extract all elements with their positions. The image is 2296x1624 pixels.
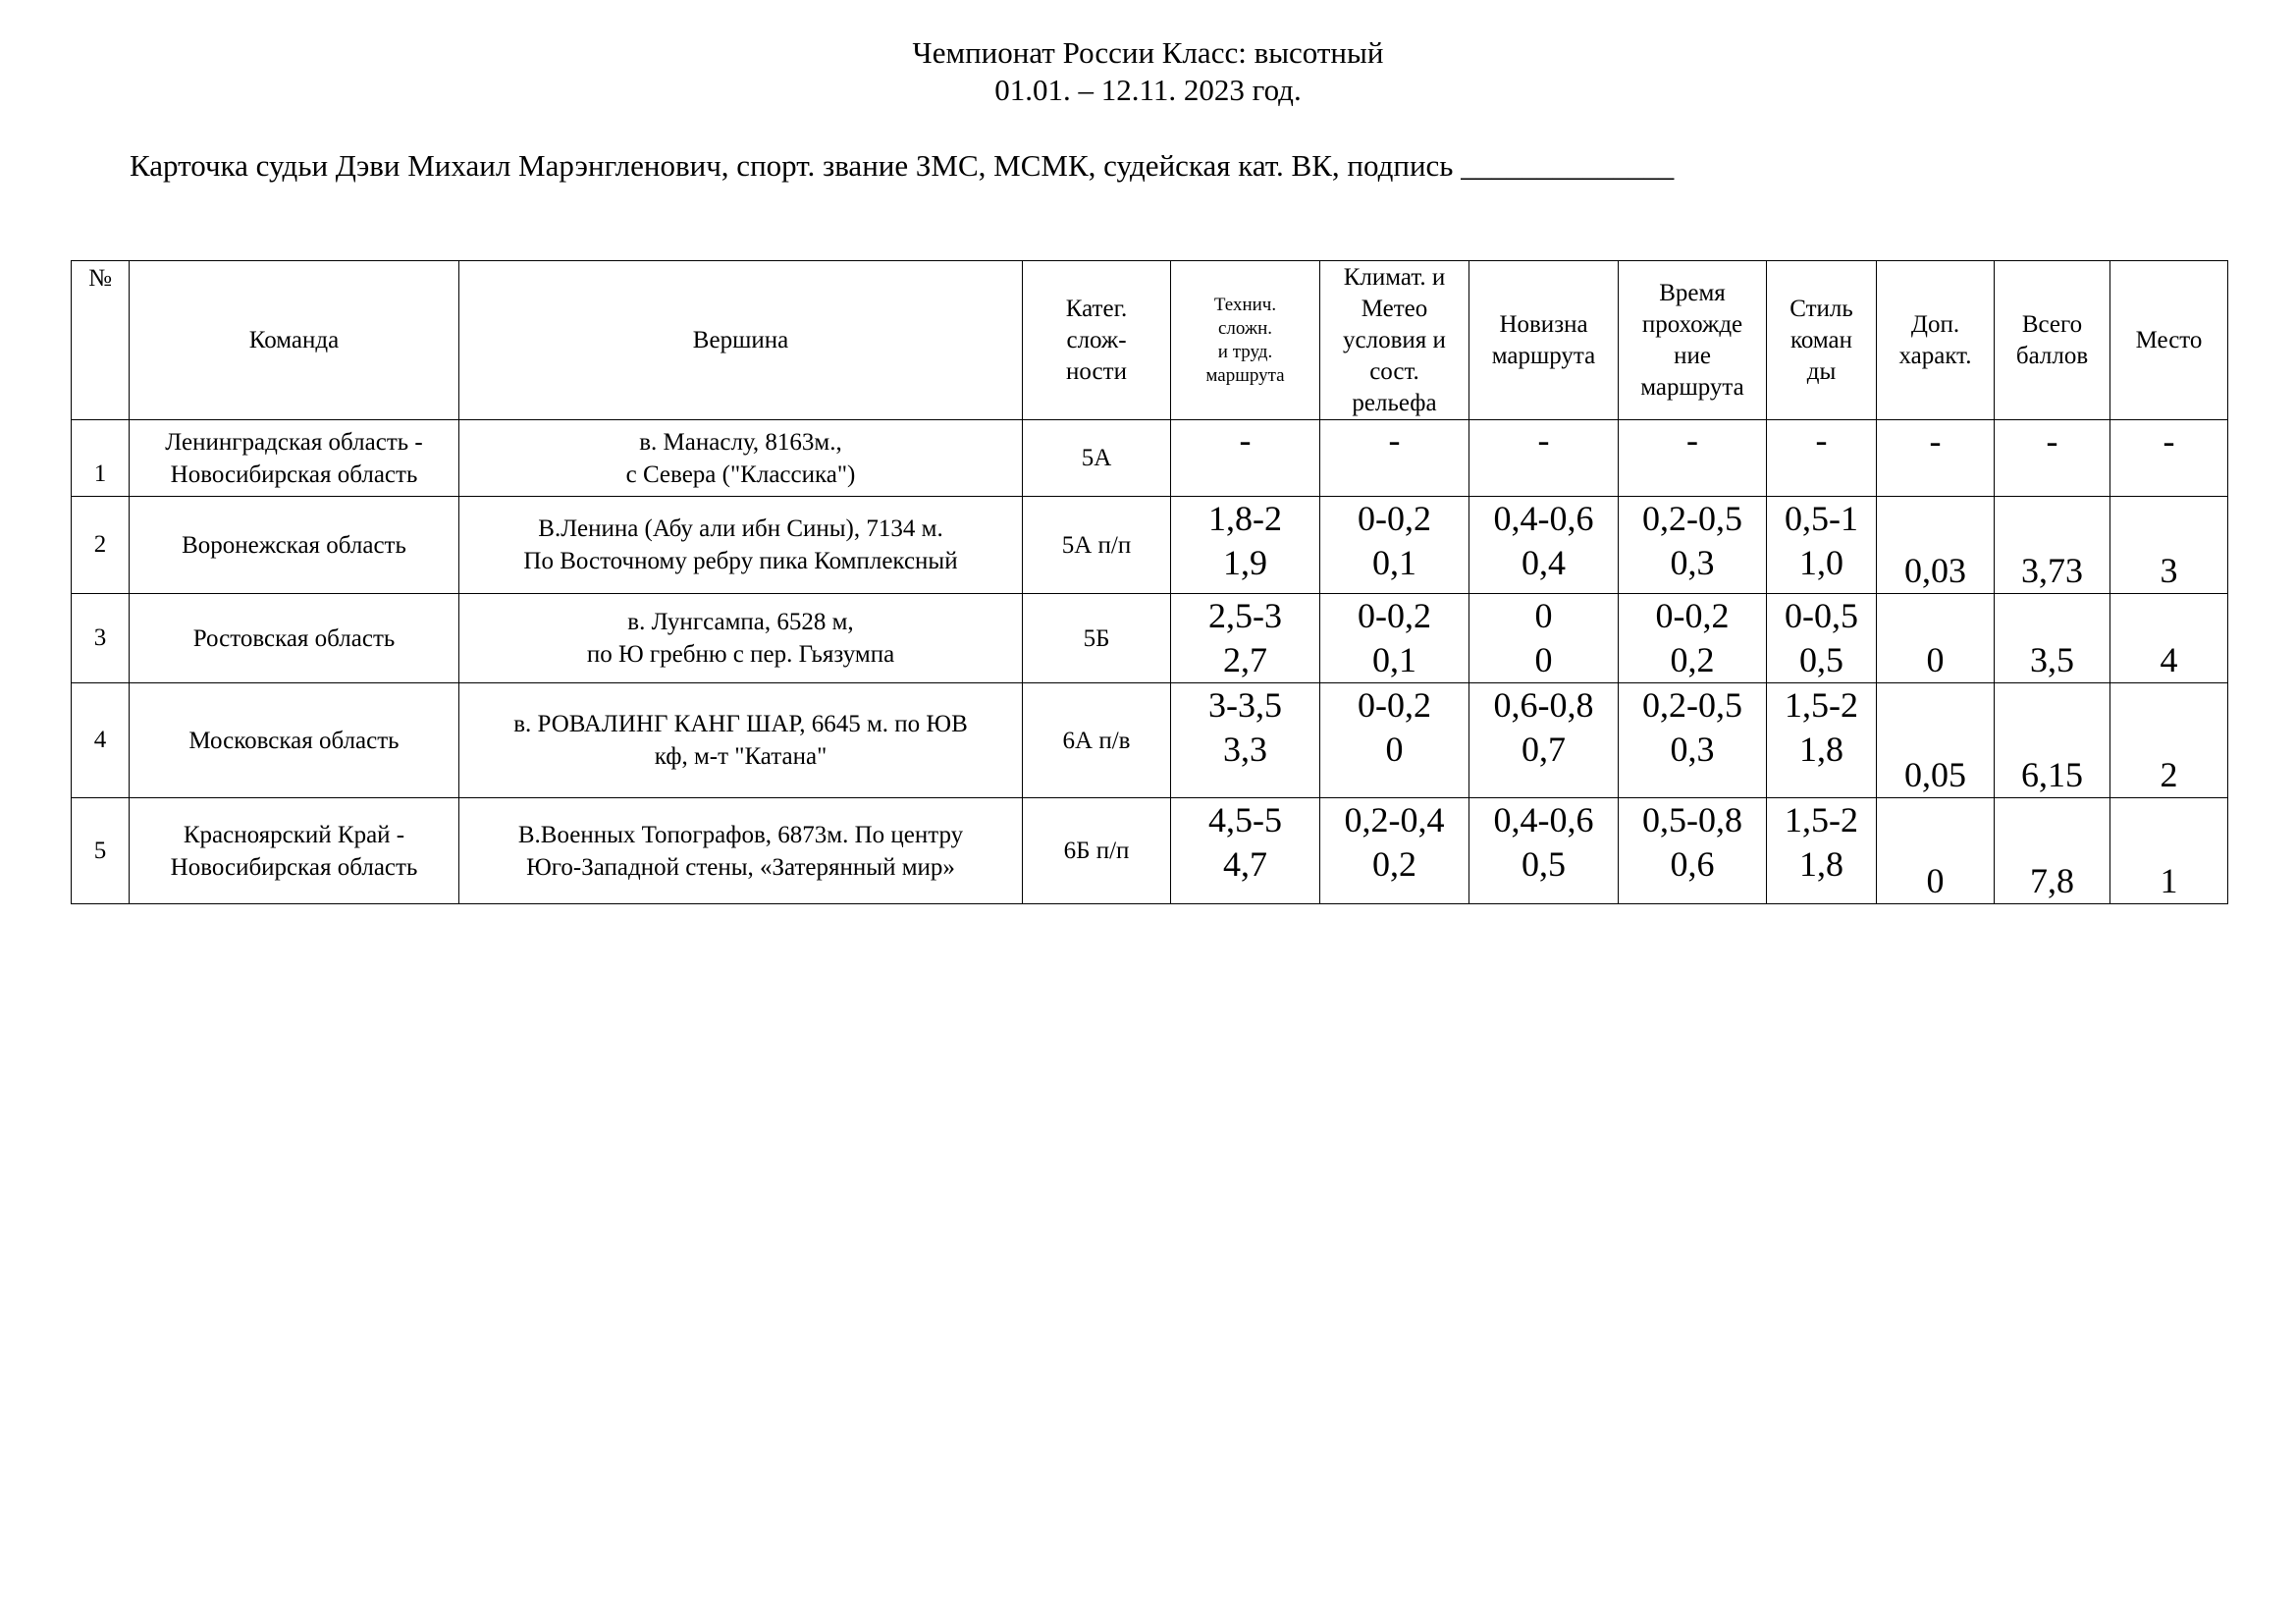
climate-cell: -	[1320, 420, 1469, 497]
header-route-time: Время прохожде ние маршрута	[1619, 261, 1767, 420]
tech-cell: 4,5-5 4,7	[1171, 798, 1320, 904]
style-cell: -	[1767, 420, 1877, 497]
category-cell: 6Б п/п	[1023, 798, 1171, 904]
header-number: №	[72, 261, 130, 420]
peak-cell: в. Лунгсампа, 6528 м, по Ю гребню с пер. Гьязумпа	[459, 594, 1023, 683]
row-number: 5	[72, 798, 130, 904]
extra-cell: 0	[1877, 594, 1995, 683]
place-cell: 3	[2110, 497, 2228, 594]
time-cell: -	[1619, 420, 1767, 497]
team-cell: Воронежская область	[130, 497, 459, 594]
results-table	[71, 260, 2228, 904]
table-row	[72, 683, 2228, 798]
total-cell: 3,5	[1995, 594, 2110, 683]
tech-cell: -	[1171, 420, 1320, 497]
novelty-cell: 0,4-0,6 0,4	[1469, 497, 1619, 594]
table-header-row	[72, 261, 2228, 420]
extra-cell: 0,05	[1877, 683, 1995, 798]
novelty-cell: 0,6-0,8 0,7	[1469, 683, 1619, 798]
document-title: Чемпионат России Класс: высотный	[912, 35, 1384, 70]
total-cell: 6,15	[1995, 683, 2110, 798]
category-cell: 5А п/п	[1023, 497, 1171, 594]
climate-cell: 0-0,2 0,1	[1320, 594, 1469, 683]
table-row	[72, 798, 2228, 904]
category-cell: 6А п/в	[1023, 683, 1171, 798]
category-cell: 5А	[1023, 420, 1171, 497]
team-cell: Ростовская область	[130, 594, 459, 683]
header-place: Место	[2110, 261, 2228, 420]
header-peak: Вершина	[459, 261, 1023, 420]
novelty-cell: 0,4-0,6 0,5	[1469, 798, 1619, 904]
team-cell: Московская область	[130, 683, 459, 798]
header-total-points: Всего баллов	[1995, 261, 2110, 420]
total-cell: 3,73	[1995, 497, 2110, 594]
header-category: Катег. слож- ности	[1023, 261, 1171, 420]
judge-card-line: Карточка судьи Дэви Михаил Марэнгленович, спорт. звание ЗМС, МСМК, судейская кат. ВК, подпись ______________	[130, 148, 1675, 183]
time-cell: 0,5-0,8 0,6	[1619, 798, 1767, 904]
table-row	[72, 420, 2228, 497]
peak-cell: в. РОВАЛИНГ КАНГ ШАР, 6645 м. по ЮВ кф, м-т "Катана"	[459, 683, 1023, 798]
place-cell: 4	[2110, 594, 2228, 683]
tech-cell: 2,5-3 2,7	[1171, 594, 1320, 683]
place-cell: 1	[2110, 798, 2228, 904]
total-cell: 7,8	[1995, 798, 2110, 904]
peak-cell: В.Ленина (Абу али ибн Сины), 7134 м. По Восточному ребру пика Комплексный	[459, 497, 1023, 594]
peak-cell: В.Военных Топографов, 6873м. По центру Юго-Западной стены, «Затерянный мир»	[459, 798, 1023, 904]
date-range: 01.01. – 12.11. 2023 год.	[994, 73, 1302, 107]
extra-cell: -	[1877, 420, 1995, 497]
place-cell: 2	[2110, 683, 2228, 798]
novelty-cell: -	[1469, 420, 1619, 497]
tech-cell: 3-3,5 3,3	[1171, 683, 1320, 798]
style-cell: 0-0,5 0,5	[1767, 594, 1877, 683]
time-cell: 0,2-0,5 0,3	[1619, 497, 1767, 594]
team-cell: Ленинградская область - Новосибирская область	[130, 420, 459, 497]
novelty-cell: 0 0	[1469, 594, 1619, 683]
header-climate-conditions: Климат. и Метео условия и сост. рельефа	[1320, 261, 1469, 420]
row-number: 2	[72, 497, 130, 594]
time-cell: 0,2-0,5 0,3	[1619, 683, 1767, 798]
style-cell: 0,5-1 1,0	[1767, 497, 1877, 594]
extra-cell: 0	[1877, 798, 1995, 904]
team-cell: Красноярский Край - Новосибирская область	[130, 798, 459, 904]
peak-cell: в. Манаслу, 8163м., с Севера ("Классика")	[459, 420, 1023, 497]
header-extra-characteristics: Доп. характ.	[1877, 261, 1995, 420]
row-number: 1	[72, 420, 130, 497]
place-cell: -	[2110, 420, 2228, 497]
table-row	[72, 497, 2228, 594]
total-cell: -	[1995, 420, 2110, 497]
climate-cell: 0,2-0,4 0,2	[1320, 798, 1469, 904]
tech-cell: 1,8-2 1,9	[1171, 497, 1320, 594]
table-row	[72, 594, 2228, 683]
row-number: 4	[72, 683, 130, 798]
header-technical-difficulty: Технич. сложн. и труд. маршрута	[1171, 261, 1320, 420]
category-cell: 5Б	[1023, 594, 1171, 683]
style-cell: 1,5-2 1,8	[1767, 683, 1877, 798]
extra-cell: 0,03	[1877, 497, 1995, 594]
header-route-novelty: Новизна маршрута	[1469, 261, 1619, 420]
climate-cell: 0-0,2 0,1	[1320, 497, 1469, 594]
time-cell: 0-0,2 0,2	[1619, 594, 1767, 683]
header-team-style: Стиль коман ды	[1767, 261, 1877, 420]
row-number: 3	[72, 594, 130, 683]
style-cell: 1,5-2 1,8	[1767, 798, 1877, 904]
climate-cell: 0-0,2 0	[1320, 683, 1469, 798]
header-team: Команда	[130, 261, 459, 420]
